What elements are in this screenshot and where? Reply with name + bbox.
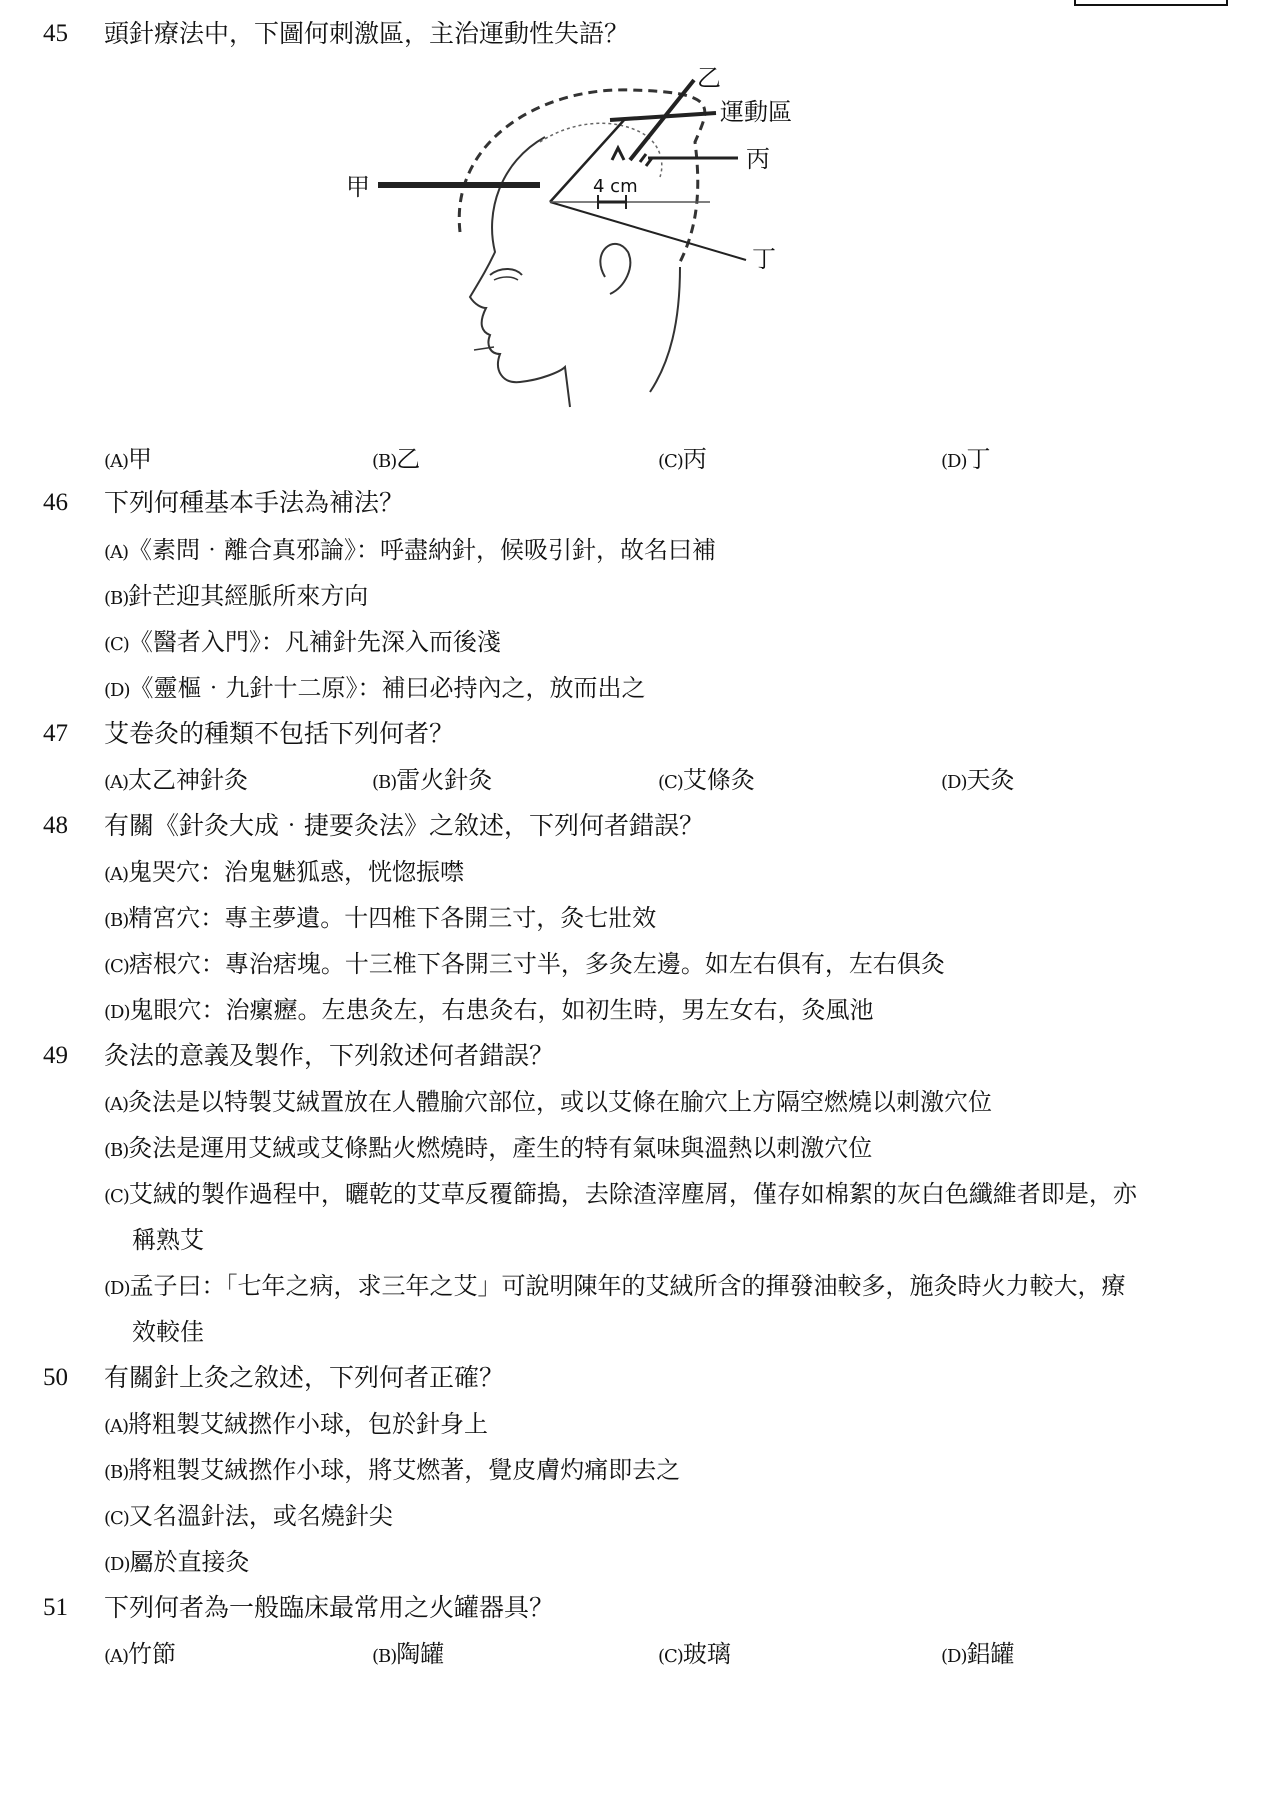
option-d[interactable]: (D)鋁罐 bbox=[941, 1640, 1015, 1668]
option-c[interactable]: (C)《醫者入門》：凡補針先深入而後淺 bbox=[104, 628, 501, 656]
option-d[interactable]: (D)天灸 bbox=[941, 766, 1015, 794]
option-d[interactable]: (D)《靈樞‧九針十二原》：補曰必持內之，放而出之 bbox=[104, 674, 646, 702]
question-number: 46 bbox=[43, 489, 68, 516]
label-yi: 乙 bbox=[697, 64, 721, 92]
head-acupuncture-diagram bbox=[346, 62, 910, 432]
question-text: 下列何者為一般臨床最常用之火罐器具？ bbox=[104, 1593, 555, 1622]
question-number: 47 bbox=[43, 720, 68, 747]
option-a[interactable]: (A)太乙神針灸 bbox=[104, 766, 249, 794]
option-a[interactable]: (A)竹節 bbox=[104, 1640, 177, 1668]
option-b[interactable]: (B)雷火針灸 bbox=[372, 766, 493, 794]
option-a[interactable]: (A)灸法是以特製艾絨置放在人體腧穴部位，或以艾條在腧穴上方隔空燃燒以刺激穴位 bbox=[104, 1088, 993, 1116]
option-c[interactable]: (C)玻璃 bbox=[658, 1640, 731, 1668]
question-number: 45 bbox=[43, 20, 68, 47]
option-d-continuation: 效較佳 bbox=[132, 1318, 204, 1346]
option-c-continuation: 稱熟艾 bbox=[132, 1226, 204, 1254]
option-a[interactable]: (A)將粗製艾絨撚作小球，包於針身上 bbox=[104, 1410, 489, 1438]
answer-box bbox=[1074, 0, 1228, 6]
option-b[interactable]: (B)精宮穴：專主夢遺。十四椎下各開三寸，灸七壯效 bbox=[104, 904, 657, 932]
question-number: 50 bbox=[43, 1364, 68, 1391]
option-a[interactable]: (A)鬼哭穴：治鬼魅狐惑，恍惚振噤 bbox=[104, 858, 465, 886]
label-motor-area: 運動區 bbox=[720, 98, 792, 126]
option-c[interactable]: (C)丙 bbox=[658, 445, 707, 473]
option-c[interactable]: (C)艾絨的製作過程中，曬乾的艾草反覆篩搗，去除渣滓塵屑，僅存如棉絮的灰白色纖維者即是，亦 bbox=[104, 1180, 1137, 1208]
option-b[interactable]: (B)乙 bbox=[372, 445, 421, 473]
option-a[interactable]: (A)《素問‧離合真邪論》：呼盡納針，候吸引針，故名曰補 bbox=[104, 536, 717, 564]
label-bing: 丙 bbox=[746, 145, 770, 173]
label-jia: 甲 bbox=[346, 173, 370, 201]
option-d[interactable]: (D)孟子曰：「七年之病，求三年之艾」可說明陳年的艾絨所含的揮發油較多，施灸時火力較大，療 bbox=[104, 1272, 1126, 1300]
question-text: 艾卷灸的種類不包括下列何者？ bbox=[104, 719, 455, 748]
option-a[interactable]: (A)甲 bbox=[104, 445, 153, 473]
option-d[interactable]: (D)屬於直接灸 bbox=[104, 1548, 250, 1576]
option-c[interactable]: (C)痞根穴：專治痞塊。十三椎下各開三寸半，多灸左邊。如左右俱有，左右俱灸 bbox=[104, 950, 945, 978]
question-number: 49 bbox=[43, 1042, 68, 1069]
option-c[interactable]: (C)又名溫針法，或名燒針尖 bbox=[104, 1502, 393, 1530]
question-text: 下列何種基本手法為補法？ bbox=[104, 488, 405, 517]
option-d[interactable]: (D)丁 bbox=[941, 445, 991, 473]
option-b[interactable]: (B)陶罐 bbox=[372, 1640, 445, 1668]
question-number: 51 bbox=[43, 1594, 68, 1621]
question-text: 灸法的意義及製作，下列敘述何者錯誤？ bbox=[104, 1041, 555, 1070]
question-number: 48 bbox=[43, 812, 68, 839]
label-distance: 4 cm bbox=[593, 176, 638, 197]
label-ding: 丁 bbox=[752, 245, 776, 273]
option-c[interactable]: (C)艾條灸 bbox=[658, 766, 755, 794]
question-text: 頭針療法中，下圖何刺激區，主治運動性失語？ bbox=[104, 19, 630, 48]
option-b[interactable]: (B)針芒迎其經脈所來方向 bbox=[104, 582, 369, 610]
question-text: 有關針上灸之敘述，下列何者正確？ bbox=[104, 1363, 505, 1392]
option-b[interactable]: (B)將粗製艾絨撚作小球，將艾燃著，覺皮膚灼痛即去之 bbox=[104, 1456, 681, 1484]
question-text: 有關《針灸大成‧捷要灸法》之敘述，下列何者錯誤？ bbox=[104, 811, 705, 840]
option-b[interactable]: (B)灸法是運用艾絨或艾條點火燃燒時，產生的特有氣味與溫熱以刺激穴位 bbox=[104, 1134, 873, 1162]
option-d[interactable]: (D)鬼眼穴：治瘰癧。左患灸左，右患灸右，如初生時，男左女右，灸風池 bbox=[104, 996, 874, 1024]
